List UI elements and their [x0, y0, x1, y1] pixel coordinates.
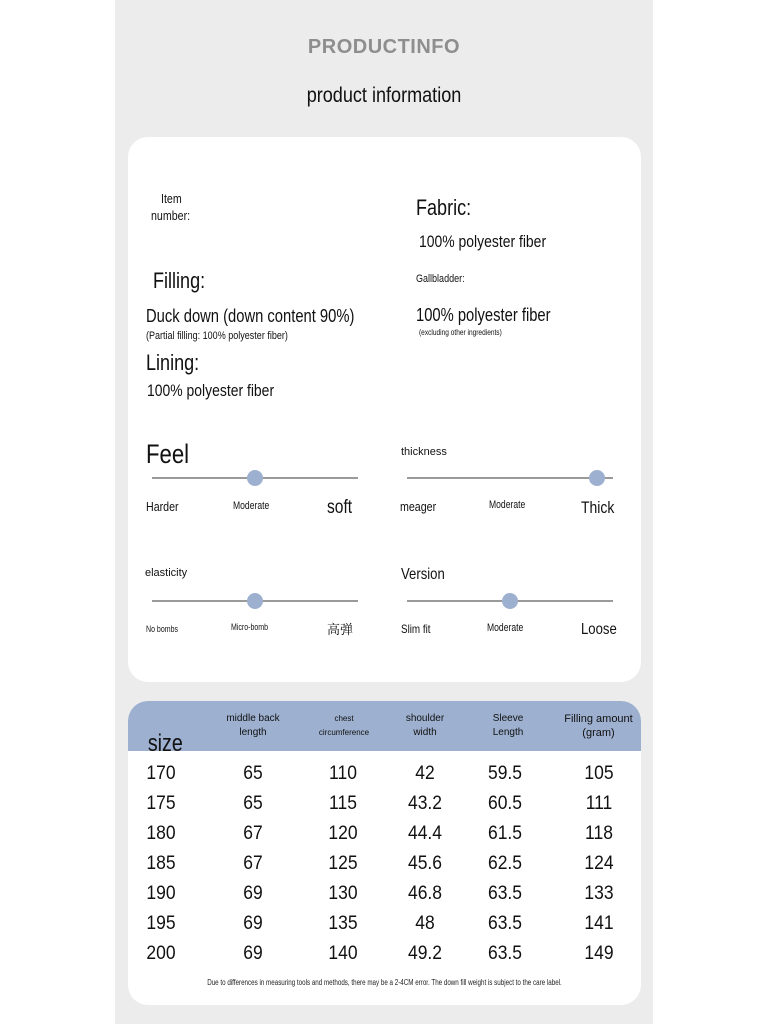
table-cell: 42: [415, 763, 435, 784]
filling-label: Filling:: [153, 268, 206, 293]
version-title: Version: [401, 566, 445, 583]
table-cell: 69: [243, 943, 263, 964]
table-cell: 62.5: [487, 853, 523, 874]
item-number-label-line1: Item: [161, 191, 182, 206]
lining-label: Lining:: [146, 350, 200, 375]
elasticity-slider-knob: [247, 593, 263, 609]
filling-note: (Partial filling: 100% polyester fiber): [146, 330, 288, 342]
thickness-title: thickness: [401, 446, 447, 458]
product-info-page: [115, 0, 653, 1024]
header-title-en: PRODUCTINFO: [307, 36, 461, 58]
version-mid-label: Moderate: [487, 622, 524, 634]
table-cell: 125: [328, 853, 358, 874]
size-cell: 185: [146, 853, 176, 874]
table-cell: 43.2: [407, 793, 443, 814]
size-cell: 195: [146, 913, 176, 934]
thickness-slider-track: [407, 477, 613, 479]
gallbladder-label: Gallbladder:: [416, 273, 465, 285]
table-cell: 69: [243, 913, 263, 934]
header-middle-back-length: middle back length: [226, 713, 280, 738]
elasticity-high-label: 高弹: [327, 622, 354, 637]
thickness-high-label: Thick: [581, 498, 615, 517]
gallbladder-note: (excluding other ingredients): [419, 328, 502, 337]
size-cell: 190: [146, 883, 176, 904]
table-cell: 59.5: [487, 763, 523, 784]
size-cell: 175: [146, 793, 176, 814]
table-cell: 135: [328, 913, 358, 934]
table-cell: 61.5: [487, 823, 523, 844]
feel-slider-knob: [247, 470, 263, 486]
table-cell: 49.2: [407, 943, 443, 964]
fabric-label: Fabric:: [416, 195, 472, 220]
table-cell: 105: [584, 763, 614, 784]
table-cell: 45.6: [407, 853, 443, 874]
table-cell: 63.5: [487, 943, 523, 964]
table-cell: 130: [328, 883, 358, 904]
header-size: size: [147, 730, 183, 757]
feel-mid-label: Moderate: [233, 500, 270, 512]
header-sleeve-length: Sleeve Length: [492, 713, 524, 738]
table-cell: 111: [585, 793, 613, 814]
lining-value: 100% polyester fiber: [147, 381, 275, 400]
table-cell: 124: [584, 853, 614, 874]
filling-value: Duck down (down content 90%): [146, 306, 355, 326]
table-cell: 69: [243, 883, 263, 904]
thickness-mid-label: Moderate: [489, 499, 526, 511]
table-cell: 133: [584, 883, 614, 904]
table-cell: 48: [415, 913, 435, 934]
size-table-header: [128, 701, 641, 757]
table-cell: 140: [328, 943, 358, 964]
table-cell: 67: [243, 853, 263, 874]
item-number-label-line2: number:: [151, 208, 191, 223]
version-slider-knob: [502, 593, 518, 609]
elasticity-title: elasticity: [145, 567, 188, 579]
table-cell: 110: [329, 763, 357, 784]
table-cell: 141: [584, 913, 614, 934]
fabric-value: 100% polyester fiber: [419, 232, 547, 251]
elasticity-low-label: No bombs: [146, 624, 179, 634]
table-cell: 118: [585, 823, 613, 844]
table-cell: 63.5: [487, 913, 523, 934]
size-chart-card: [128, 701, 641, 1005]
product-spec-card: [128, 137, 641, 682]
table-cell: 44.4: [407, 823, 443, 844]
thickness-slider-knob: [589, 470, 605, 486]
header-filling-amount: Filling amount (gram): [564, 713, 633, 739]
header-shoulder-width: shoulder width: [405, 713, 445, 738]
table-cell: 115: [329, 793, 357, 814]
size-cell: 180: [146, 823, 176, 844]
version-low-label: Slim fit: [401, 622, 431, 636]
table-cell: 60.5: [487, 793, 523, 814]
size-cell: 170: [146, 763, 176, 784]
feel-title: Feel: [146, 439, 190, 469]
size-cell: 200: [146, 943, 176, 964]
table-cell: 65: [243, 763, 263, 784]
gallbladder-value: 100% polyester fiber: [416, 305, 551, 325]
version-high-label: Loose: [581, 621, 617, 638]
measurement-note: Due to differences in measuring tools and methods, there may be a 2-4CM error. The down fill weight is subject to the care label.: [207, 978, 562, 987]
table-cell: 120: [328, 823, 358, 844]
header-title: product information: [306, 84, 462, 107]
table-cell: 67: [243, 823, 263, 844]
feel-high-label: soft: [327, 497, 353, 518]
elasticity-mid-label: Micro-bomb: [231, 622, 269, 632]
thickness-low-label: meager: [400, 499, 437, 514]
table-cell: 149: [584, 943, 614, 964]
header-chest-circumference: chest circumference: [318, 714, 370, 737]
table-cell: 63.5: [487, 883, 523, 904]
feel-low-label: Harder: [146, 499, 179, 514]
table-cell: 65: [243, 793, 263, 814]
table-cell: 46.8: [407, 883, 443, 904]
